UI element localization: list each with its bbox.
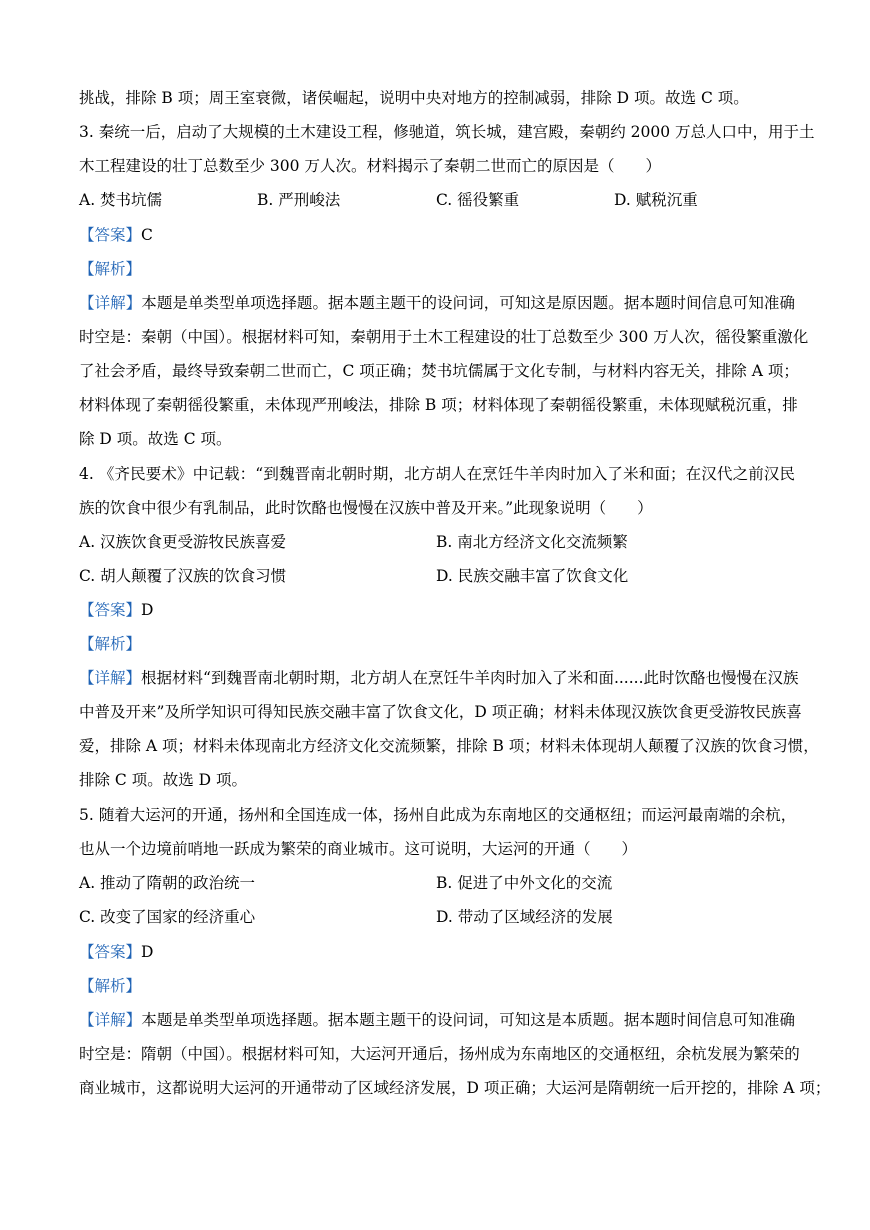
question-5-stem-cont: 也从一个边境前哨地一跃成为繁荣的商业城市。这可说明，大运河的开通（ ） (79, 840, 638, 858)
q4-option-a: A. 汉族饮食更受游牧民族喜爱 (79, 533, 287, 551)
detail-text: 本题是单类型单项选择题。据本题主题干的设问词，可知这是本质题。据本题时间信息可知准确 (141, 1011, 795, 1029)
detail-text: 本题是单类型单项选择题。据本题主题干的设问词，可知这是原因题。据本题时间信息可知准确 (141, 294, 795, 312)
q5-option-c: C. 改变了国家的经济重心 (79, 908, 256, 926)
answer-tag: 【答案】 (79, 943, 142, 961)
q4-option-d: D. 民族交融丰富了饮食文化 (436, 567, 629, 585)
q5-analysis-tag: 【解析】 (79, 977, 142, 995)
q3-detail-line: 材料体现了秦朝徭役繁重，未体现严刑峻法，排除 B 项；材料体现了秦朝徭役繁重，未体现赋税沉重，排 (79, 396, 798, 414)
q5-option-b: B. 促进了中外文化的交流 (436, 874, 613, 892)
detail-text: 根据材料“到魏晋南北朝时期，北方胡人在烹饪牛羊肉时加入了米和面......此时饮酪也慢慢在汉族 (141, 669, 799, 687)
q4-detail-line: 排除 C 项。故选 D 项。 (79, 771, 247, 789)
text-line: 挑战，排除 B 项；周王室衰微，诸侯崛起，说明中央对地方的控制减弱，排除 D 项。故选 C 项。 (79, 89, 749, 107)
answer-value: D (141, 601, 154, 619)
question-5-stem: 5. 随着大运河的开通，扬州和全国连成一体，扬州自此成为东南地区的交通枢纽；而运河最南端的余杭， (79, 806, 797, 824)
q5-detail-line: 商业城市，这都说明大运河的开通带动了区域经济发展，D 项正确；大运河是隋朝统一后开挖的，排除 A 项； (79, 1079, 831, 1097)
question-3-stem: 3. 秦统一后，启动了大规模的土木建设工程，修驰道，筑长城，建宫殿，秦朝约 2000 万总人口中，用于土 (79, 123, 815, 141)
q4-detail-line: 中普及开来”及所学知识可得知民族交融丰富了饮食文化，D 项正确；材料未体现汉族饮食更受游牧民族喜 (79, 703, 802, 721)
answer-value: C (141, 226, 153, 244)
q5-answer (79, 942, 795, 962)
q5-detail-line (79, 1010, 795, 1030)
q3-option-b: B. 严刑峻法 (257, 191, 341, 209)
q3-answer (79, 225, 795, 245)
answer-value: D (141, 943, 154, 961)
question-4-stem: 4. 《齐民要术》中记载：“到魏晋南北朝时期，北方胡人在烹饪牛羊肉时加入了米和面；在汉代之前汉民 (79, 465, 795, 483)
q5-option-d: D. 带动了区域经济的发展 (436, 908, 613, 926)
q4-analysis-tag: 【解析】 (79, 635, 142, 653)
q3-analysis-tag: 【解析】 (79, 260, 142, 278)
q3-detail-line: 除 D 项。故选 C 项。 (79, 430, 232, 448)
q4-detail-line (79, 668, 799, 688)
q3-detail-line: 了社会矛盾，最终导致秦朝二世而亡，C 项正确；焚书坑儒属于文化专制，与材料内容无关，排除 A 项； (79, 362, 799, 380)
q3-detail-line: 时空是：秦朝（中国）。根据材料可知，秦朝用于土木工程建设的壮丁总数至少 300 万人次，徭役繁重激化 (79, 328, 809, 346)
q4-detail-line: 爱，排除 A 项；材料未体现南北方经济文化交流频繁，排除 B 项；材料未体现胡人颠覆了汉族的饮食习惯， (79, 737, 819, 755)
q3-detail-line (79, 293, 795, 313)
detail-tag: 【详解】 (79, 294, 142, 312)
q5-option-a: A. 推动了隋朝的政治统一 (79, 874, 256, 892)
q4-answer (79, 600, 795, 620)
q3-option-d: D. 赋税沉重 (614, 191, 698, 209)
q3-option-c: C. 徭役繁重 (436, 191, 520, 209)
q4-option-c: C. 胡人颠覆了汉族的饮食习惯 (79, 567, 287, 585)
detail-tag: 【详解】 (79, 1011, 142, 1029)
question-3-stem-cont: 木工程建设的壮丁总数至少 300 万人次。材料揭示了秦朝二世而亡的原因是（ ） (79, 157, 661, 175)
q4-option-b: B. 南北方经济文化交流频繁 (436, 533, 628, 551)
answer-tag: 【答案】 (79, 601, 142, 619)
answer-tag: 【答案】 (79, 226, 142, 244)
q3-option-a: A. 焚书坑儒 (79, 191, 163, 209)
question-4-stem-cont: 族的饮食中很少有乳制品，此时饮酪也慢慢在汉族中普及开来。”此现象说明（ ） (79, 499, 653, 517)
detail-tag: 【详解】 (79, 669, 142, 687)
q5-detail-line: 时空是：隋朝（中国）。根据材料可知，大运河开通后，扬州成为东南地区的交通枢纽，余杭发展为繁荣的 (79, 1045, 800, 1063)
